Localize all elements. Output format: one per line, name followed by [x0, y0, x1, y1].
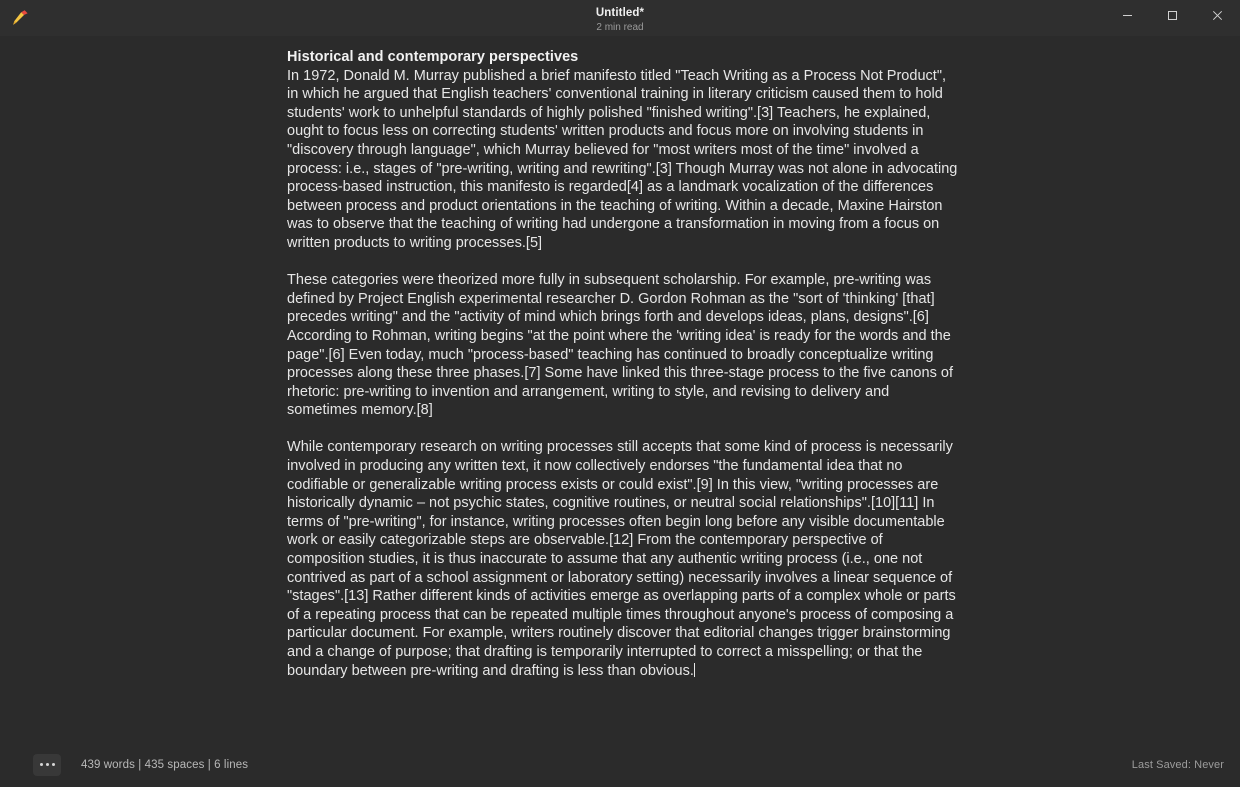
- more-options-button[interactable]: [33, 754, 61, 776]
- maximize-button[interactable]: [1150, 0, 1195, 30]
- last-saved-label: Last Saved: Never: [1131, 758, 1224, 771]
- document-page[interactable]: [287, 48, 962, 680]
- more-options-icon: [52, 763, 55, 766]
- document-paragraph: In 1972, Donald M. Murray published a brief manifesto titled "Teach Writing as a Process Not Product", in which he argued that English teachers' conventional training in literary criticism caused them to hold students' work to unhelpful standards of highly polished "finished writing".[3] Teachers, he explained, ought to focus less on correcting students' written products and focus more on involving students in "discovery through language", which Murray believed for "most writers most of the time" involved a process: i.e., stages of "pre-writing, writing and rewriting".[3] Though Murray was not alone in advocating process-based instruction, this manifesto is regarded[4] as a landmark vocalization of the differences between process and product orientations in the teaching of writing. Within a decade, Maxine Hairston was to observe that the teaching of writing had undergone a transformation in moving from a focus on written products to writing processes.[5]: [287, 67, 962, 251]
- title-block: [0, 6, 1240, 34]
- restore-icon: [1167, 10, 1178, 21]
- section-heading: Historical and contemporary perspectives: [287, 49, 579, 65]
- status-bar: [0, 742, 1240, 787]
- text-caret: [694, 663, 695, 677]
- close-icon: [1212, 10, 1223, 21]
- minimize-icon: [1122, 10, 1133, 21]
- document-paragraph-text: While contemporary research on writing processes still accepts that some kind of process is necessarily involved in producing any written text, it now collectively endorses "the fundamental idea that no codifiable or generalizable writing process exists or could exist".[9] In this view, "writing processes are historically dynamic – not psychic states, cognitive routines, or neutral social relationships".[10][11] In terms of "pre-writing", for instance, writing processes often begin long before any visible documentable work or easily categorizable steps are observable.[12] From the contemporary perspective of composition studies, it is thus inaccurate to assume that any authentic writing process (i.e., one not contrived as part of a school assignment or laboratory setting) necessarily involves a linear sequence of "stages".[13] Rather different kinds of activities emerge as overlapping parts of a complex whole or parts of a repeating process that can be repeated multiple times throughout anyone's process of composing a particular document. For example, writers routinely discover that editorial changes trigger brainstorming and a change of purpose; that drafting is temporarily interrupted to correct a misspelling; or that the boundary between pre-writing and drafting is less than obvious.: [287, 439, 960, 679]
- more-options-icon: [46, 763, 49, 766]
- close-button[interactable]: [1195, 0, 1240, 30]
- window-controls: [1105, 0, 1240, 30]
- document-title: Untitled*: [595, 7, 645, 19]
- more-options-icon: [40, 763, 43, 766]
- quill-pen-icon: [5, 3, 35, 33]
- minimize-button[interactable]: [1105, 0, 1150, 30]
- document-paragraph: These categories were theorized more fully in subsequent scholarship. For example, pre-writing was defined by Project English experimental researcher D. Gordon Rohman as the "sort of 'thinking' [that] precedes writing" and the "activity of mind which brings forth and develops ideas, plans, designs".[6] According to Rohman, writing begins "at the point where the 'writing idea' is ready for the words and the page".[6] Even today, much "process-based" teaching has continued to broadly conceptualize writing processes along these three phases.[7] Some have linked this three-stage process to the five canons of rhetoric: pre-writing to invention and arrangement, writing to style, and revising to delivery and sometimes memory.[8]: [287, 272, 958, 419]
- title-bar[interactable]: [0, 0, 1240, 36]
- document-paragraph-last: [287, 438, 959, 680]
- read-time-label: 2 min read: [596, 22, 644, 33]
- word-count-label: 439 words | 435 spaces | 6 lines: [81, 758, 249, 771]
- document-editor-area[interactable]: [0, 36, 1240, 742]
